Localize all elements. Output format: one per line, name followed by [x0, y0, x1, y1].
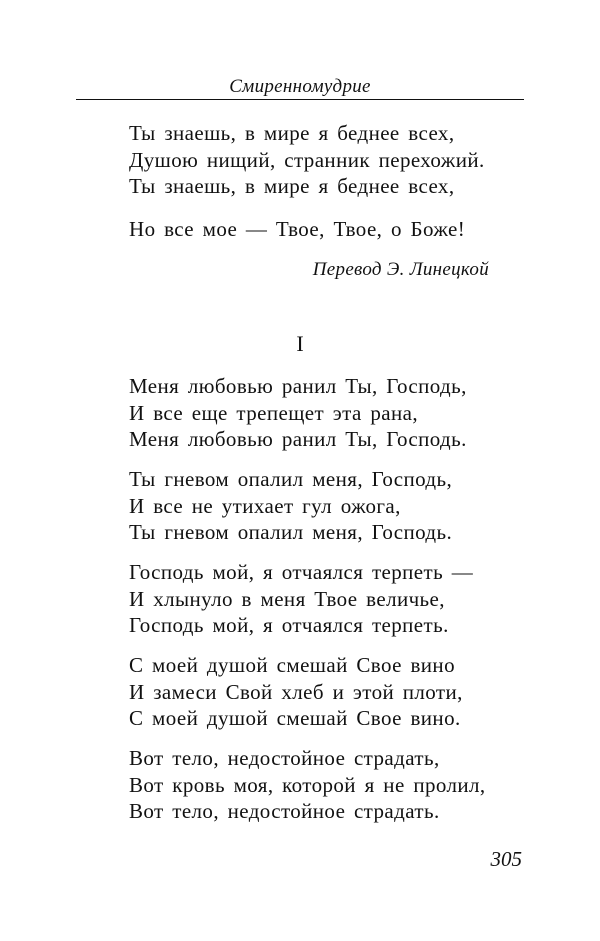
stanza-previous-closing: [129, 216, 465, 243]
stanza-4: [129, 652, 463, 732]
verse-line: Душою нищий, странник перехожий.: [129, 147, 485, 172]
verse-line: Господь мой, я отчаялся терпеть.: [129, 613, 449, 637]
verse-line: И хлынуло в меня Твое величье,: [129, 586, 445, 611]
verse-line: Вот кровь моя, которой я не пролил,: [129, 772, 486, 797]
verse-line: И замеси Свой хлеб и этой плоти,: [129, 679, 463, 704]
stanza-1: [129, 373, 467, 453]
verse-line: Господь мой, я отчаялся терпеть —: [129, 560, 474, 584]
verse-line: Но все мое — Твое, Твое, о Боже!: [129, 217, 466, 241]
verse-line: Меня любовью ранил Ты, Господь,: [129, 374, 467, 398]
stanza-2: [129, 466, 452, 546]
verse-line: Вот тело, недостойное страдать.: [129, 799, 440, 823]
page-number: 305: [490, 847, 522, 871]
verse-line: С моей душой смешай Свое вино: [129, 653, 455, 677]
stanza-3: [129, 559, 473, 639]
header-rule: [76, 99, 524, 100]
verse-line: Меня любовью ранил Ты, Господь.: [129, 427, 467, 451]
verse-line: С моей душой смешай Свое вино.: [129, 706, 461, 730]
section-numeral: I: [296, 331, 304, 356]
stanza-previous-1: [129, 120, 485, 200]
verse-line: И все не утихает гул ожога,: [129, 493, 401, 518]
verse-line: Ты знаешь, в мире я беднее всех,: [129, 121, 455, 145]
translator-attribution: Перевод Э. Линецкой: [312, 259, 489, 280]
verse-line: Вот тело, недостойное страдать,: [129, 746, 440, 770]
verse-line: Ты гневом опалил меня, Господь.: [129, 520, 453, 544]
verse-line: Ты знаешь, в мире я беднее всех,: [129, 174, 455, 198]
running-head: Смиренномудрие: [229, 76, 371, 97]
stanza-5: [129, 745, 486, 825]
verse-line: Ты гневом опалил меня, Господь,: [129, 467, 453, 491]
verse-line: И все еще трепещет эта рана,: [129, 400, 418, 425]
